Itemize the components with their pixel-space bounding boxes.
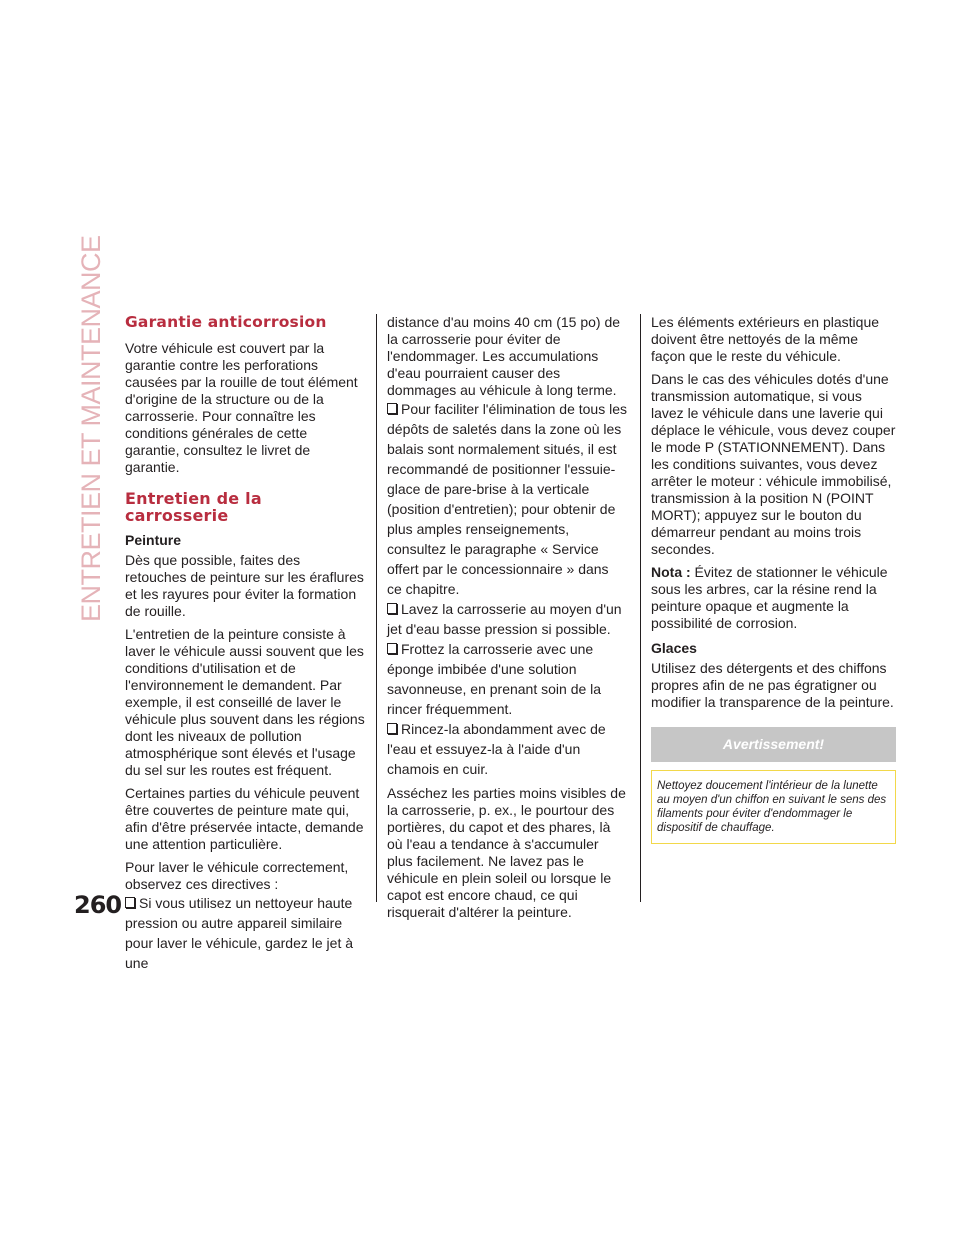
paragraph-plastique: Les éléments extérieurs en plastique doivent être nettoyés de la même façon que le reste du véhicule. — [651, 314, 880, 364]
warning-header: Avertissement! — [651, 727, 896, 762]
list-item — [125, 893, 365, 973]
list-item — [387, 599, 627, 639]
paragraph-garantie: Votre véhicule est couvert par la garantie contre les perforations causées par la rouille de tout élément d'origine de la structure ou de la carrosserie. Pour connaître les conditions générales de cette garantie, consultez le livret de garantie. — [125, 340, 358, 475]
heading-entretien-carrosserie: Entretien de la carrosserie — [125, 489, 262, 525]
list-item-text: Pour faciliter l'élimination de tous les dépôts de saletés dans la zone où les balais sont normalement situés, il est recommandé de positionner l'essuie-glace de pare-brise à la verticale (position d'entretien); pour obtenir de plus amples renseignements, consultez le paragraphe « Service offert par le concessionnaire » dans ce chapitre. — [387, 401, 628, 597]
nota-text: Évitez de stationner le véhicule sous les arbres, car la résine rend la peinture opaque et augmente la possibilité de corrosion. — [651, 564, 888, 631]
subheading-glaces: Glaces — [651, 640, 697, 656]
column-2 — [387, 314, 627, 927]
checkbox-bullet-icon — [387, 603, 397, 614]
column-3 — [651, 314, 896, 844]
chapter-side-title: ENTRETIEN ET MAINTENANCE — [76, 235, 106, 622]
column-1 — [125, 314, 365, 973]
column-divider-2 — [640, 314, 641, 902]
paragraph-retouches: Dès que possible, faites des retouches de peinture sur les éraflures et les rayures pour éviter la formation de rouille. — [125, 552, 364, 619]
list-item-text: Si vous utilisez un nettoyeur haute pression ou autre appareil similaire pour laver le véhicule, gardez le jet à une — [125, 895, 354, 971]
list-item — [387, 639, 627, 719]
list-item — [387, 399, 627, 599]
subheading-peinture: Peinture — [125, 532, 182, 548]
paragraph-directives: Pour laver le véhicule correctement, observez ces directives : — [125, 859, 349, 892]
page-number: 260 — [74, 891, 122, 919]
checkbox-bullet-icon — [125, 897, 135, 908]
nota-paragraph — [651, 564, 896, 632]
checkbox-bullet-icon — [387, 403, 397, 414]
checkbox-bullet-icon — [387, 643, 397, 654]
warning-text: Nettoyez doucement l'intérieur de la lunette au moyen d'un chiffon en suivant le sens des filaments pour éviter d'endommager le dispositif de chauffage. — [651, 770, 896, 844]
checkbox-bullet-icon — [387, 723, 397, 734]
list-item-text: Rincez-la abondamment avec de l'eau et essuyez-la à l'aide d'un chamois en cuir. — [387, 721, 606, 777]
list-item-text: Frottez la carrosserie avec une éponge imbibée d'une solution savonneuse, en prenant soin de la rincer fréquemment. — [387, 641, 602, 717]
paragraph-transmission: Dans le cas des véhicules dotés d'une transmission automatique, si vous lavez le véhicule dans une laverie qui déplace le véhicule, vous devez couper le mode P (STATIONNEMENT). Dans les conditions suivantes, vous devez arrêter le moteur : véhicule immobilisé, transmission à la position N (POINT MORT); appuyez sur le bouton du démarreur pendant au moins trois secondes. — [651, 371, 896, 557]
paragraph-assechez: Asséchez les parties moins visibles de la carrosserie, p. ex., le pourtour des portières, du capot et des phares, là où l'eau a tendance à s'accumuler plus facilement. Ne lavez pas le véhicule en plein soleil ou lorsque le capot est encore chaud, ce qui risquerait d'altérer la peinture. — [387, 785, 626, 920]
heading-garantie-anticorrosion: Garantie anticorrosion — [125, 313, 327, 331]
paragraph-entretien-peinture: L'entretien de la peinture consiste à laver le véhicule aussi souvent que les conditions d'utilisation et de l'environnement le demandent. Par exemple, il est conseillé de laver le véhicule plus souvent dans les régions dont les niveaux de pollution atmosphérique sont élevés et l'usage du sel sur les routes est fréquent. — [125, 626, 365, 778]
nota-label: Nota : — [651, 564, 691, 580]
paragraph-glaces: Utilisez des détergents et des chiffons propres afin de ne pas égratigner ou modifier la transparence de la peinture. — [651, 660, 894, 710]
list-item-text: Lavez la carrosserie au moyen d'un jet d'eau basse pression si possible. — [387, 601, 622, 637]
paragraph-peinture-mate: Certaines parties du véhicule peuvent être couvertes de peinture mate qui, afin d'être préservée intacte, demande une attention particulière. — [125, 785, 364, 852]
list-item-continued: distance d'au moins 40 cm (15 po) de la carrosserie pour éviter de l'endommager. Les accumulations d'eau pourraient causer des dommages au véhicule à long terme. — [387, 314, 621, 398]
column-divider-1 — [376, 314, 377, 902]
list-item — [387, 719, 627, 779]
